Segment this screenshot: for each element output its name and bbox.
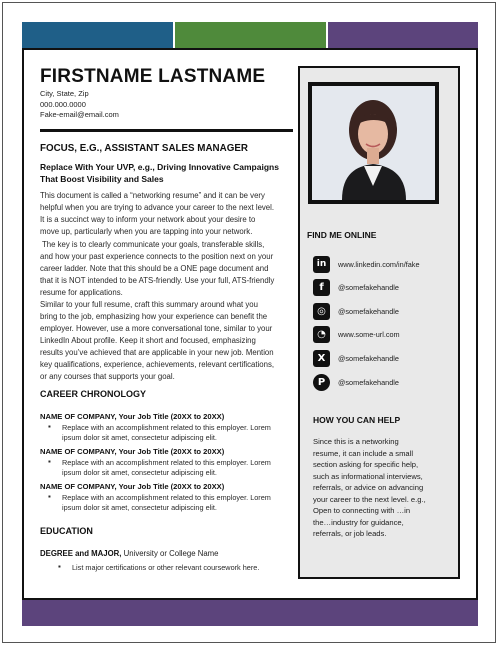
website-label[interactable]: www.some-url.com [338,330,400,339]
bullet-line: ipsum dolor sit amet, consectetur adipiscing elit. [62,433,217,442]
education-heading: EDUCATION [40,526,93,536]
help-line: Open to connecting with …in [313,506,411,515]
bullet-line: Replace with an accomplishment related to this employer. Lorem [62,423,271,432]
bullet-text [62,423,292,443]
contact-phone: 000.000.0000 [40,99,86,109]
summary-p3-line: or any courses that supports your goal. [40,372,175,381]
linkedin-link-row[interactable] [313,256,453,273]
bullet-line: Replace with an accomplishment related to this employer. Lorem [62,458,271,467]
linkedin-icon: in [313,256,330,273]
candidate-name: FIRSTNAME LASTNAME [40,66,266,87]
instagram-icon: ◎ [313,303,330,320]
pinterest-link-row[interactable] [313,374,453,391]
profile-photo-frame [308,82,439,204]
bullet-line: Replace with an accomplishment related to this employer. Lorem [62,493,271,502]
linkedin-label[interactable]: www.linkedin.com/in/fake [338,260,420,269]
summary-p1-line: It is a succinct way to inform your network about your desire to [40,215,256,224]
bottom-bar-purple [22,600,478,626]
summary-p2-line: resume for applications. [40,288,123,297]
help-line: referrals, or advice on advancing [313,483,424,492]
summary-p3-line: LinkedIn About profile. Keep it short and focused, emphasizing [40,336,256,345]
top-bar-purple [328,22,478,48]
help-line: your career to the next level. e.g., [313,494,426,504]
facebook-label[interactable]: @somefakehandle [338,283,399,292]
top-bar-blue [22,22,173,48]
facebook-icon: f [313,279,330,296]
summary-p3-line: key qualifications, experience, achievements, relevant certifications, [40,360,275,369]
summary-paragraph-2 [40,239,293,299]
degree-name: DEGREE and MAJOR, [40,549,122,558]
pinterest-label[interactable]: @somefakehandle [338,378,399,387]
find-online-heading: FIND ME ONLINE [307,230,377,240]
summary-p1-line: This document is called a “networking resume” and it can be very [40,191,265,200]
bullet-icon: ▪ [48,422,51,431]
job-title-1: NAME OF COMPANY, Your Job Title (20XX to 20XX) [40,412,225,421]
summary-p2-line: that it is NOT intended to be ATS-friendly. Use your full, ATS-friendly [40,276,275,285]
focus-heading: FOCUS, E.G., ASSISTANT SALES MANAGER [40,143,248,154]
help-line: Since this is a networking [313,437,399,446]
uvp-line-1: Replace With Your UVP, e.g., Driving Innovative Campaigns [40,162,279,172]
summary-p2-line: and how your past experience connects to the position next on your [40,252,274,261]
top-bar-green [175,22,326,48]
help-line: section asking for specific help, [313,460,419,469]
university-name: University or College Name [121,549,219,558]
summary-p1-line: helpful when you are trying to advance your career to the next level. [40,203,275,212]
header-divider [40,129,293,132]
summary-paragraph-3 [40,299,293,383]
help-line: such as informational interviews, [313,471,423,481]
x-icon: X [313,350,330,367]
bullet-text [62,458,292,478]
summary-p3-line: bring to the job, emphasizing how your experience can benefit the [40,312,268,321]
career-heading: CAREER CHRONOLOGY [40,389,147,399]
bullet-icon: ▪ [48,457,51,466]
degree-line [40,549,293,558]
rss-icon: ◔ [313,326,330,343]
bullet-text [62,493,292,513]
contact-email: Fake-email@email.com [40,110,119,119]
bullet-icon: ▪ [58,562,61,571]
summary-p3-line: Similar to your full resume, craft this summary around what you [40,300,258,309]
bullet-line: ipsum dolor sit amet, consectetur adipiscing elit. [62,503,217,512]
help-paragraph [313,436,453,540]
uvp-heading [40,161,293,185]
summary-p3-line: results you’ve achieved that are applicable in your new job. Mention [40,348,274,357]
summary-p3-line: employer. However, use a more conversational tone, similar to your [40,324,273,333]
help-line: resume, it can include a small [313,448,414,458]
job-title-3: NAME OF COMPANY, Your Job Title (20XX to 20XX) [40,482,225,491]
bullet-icon: ▪ [48,492,51,501]
help-heading: HOW YOU CAN HELP [313,415,401,425]
summary-p2-line: career ladder. Note that this should be a ONE page document and [40,264,269,273]
person-portrait-icon [312,86,435,200]
help-line: the…industry for guidance, [313,517,404,527]
summary-p2-line: The key is to clearly communicate your goals, transferable skills, [40,240,265,249]
x-link-row[interactable] [313,350,453,367]
pinterest-icon: P [313,374,330,391]
x-label[interactable]: @somefakehandle [338,354,399,363]
contact-city: City, State, Zip [40,89,89,98]
job-title-2: NAME OF COMPANY, Your Job Title (20XX to 20XX) [40,447,225,456]
profile-photo [312,86,435,200]
instagram-link-row[interactable] [313,303,453,320]
summary-p1-line: move up, particularly when you are tapping into your network. [40,227,253,236]
summary-paragraph-1 [40,190,293,238]
facebook-link-row[interactable] [313,279,453,296]
bullet-line: ipsum dolor sit amet, consectetur adipiscing elit. [62,468,217,477]
bullet-text: List major certifications or other relevant coursework here. [72,563,260,572]
help-line: referrals, or job leads. [313,529,387,538]
website-link-row[interactable] [313,326,453,343]
uvp-line-2: That Boost Visibility and Sales [40,174,164,184]
instagram-label[interactable]: @somefakehandle [338,307,399,316]
